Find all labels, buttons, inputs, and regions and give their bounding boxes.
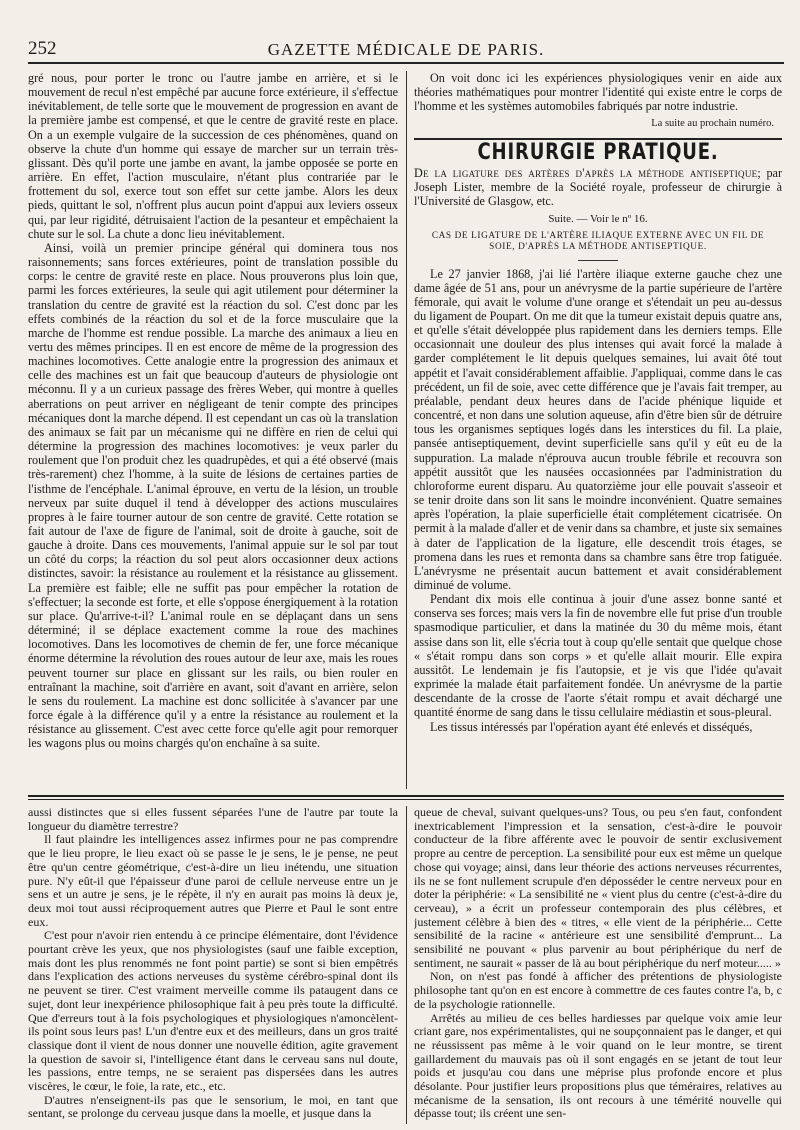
upper-left-column bbox=[28, 71, 398, 789]
feuilleton-divider-thin bbox=[28, 799, 784, 800]
paragraph: Les tissus intéressés par l'opération ayant été enlevés et disséqués, bbox=[430, 719, 753, 734]
paragraph: C'est pour n'avoir rien entendu à ce principe élémentaire, dont l'évidence pourtant crève les yeux, que nos physiologistes (sauf une faible exception, mais dont les plus renommés ne font point partie) se sont si bien empêtrés dans l'explication des actions nerveuses du système cérébro-spinal dont ils ne peuvent se tirer. C'est vraiment merveille comme ils pataugent dans ce sujet, dont leur inexpérience philosophique fait à peu près toute la difficulté. Que d'erreurs tout à la fois psychologiques et physiologiques n'amoncèlent-ils point sous leurs pas! L'un d'entre eux et des meilleurs, dans un gros traité classique dont il vient de nous donner une nouvelle édition, agite gravement la question de savoir si, l'intelligence étant dans le cerveau sans nul doute, les passions, entre temps, ne se seraient pas dispersées dans les autres viscères, le cœur, le foie, la rate, etc., etc. bbox=[28, 928, 398, 1094]
page-header bbox=[28, 36, 784, 64]
paragraph: Pendant dix mois elle continua à jouir d'une assez bonne santé et conserva ses forces; mais vers la fin de novembre elle fut prise d'un trouble spasmodique particulier, et dans la matinée du 30 du même mois, étant assise dans son lit, elle s'écria tout à coup qu'elle sentait que quelque chose « s'était rompu dans son corps » et qu'elle allait mourir. Elle expira aussitôt. Le lendemain je fis l'autopsie, et je vis que l'idée qu'avait exprimée la malade était parfaitement fondée. Un anévrysme de la partie descendante de la crosse de l'aorte s'était rompu et avait déchargé une quantité énorme de sang dans le tissu cellulaire médiastin et sous-pleural. bbox=[414, 592, 782, 720]
paragraph: Non, on n'est pas fondé à afficher des prétentions de physiologiste philosophe tant qu'on en est encore à commettre de ces fautes contre l'a, b, c de la psychologie rationnelle. bbox=[414, 969, 782, 1011]
lower-left-column bbox=[28, 806, 398, 1126]
upper-right-column bbox=[414, 71, 782, 789]
article-title-main: De la ligature des artères d'après la méthode antiseptique; bbox=[414, 165, 762, 180]
case-title: CAS DE LIGATURE DE L'ARTÈRE ILIAQUE EXTERNE AVEC UN FIL DE SOIE, D'APRÈS LA MÉTHODE ANTISEPTIQUE. bbox=[431, 230, 765, 253]
paragraph: Le 27 janvier 1868, j'ai lié l'artère iliaque externe gauche chez une dame âgée de 51 ans, pour un anévrysme de la partie supérieure de l'artère fémorale, qui avait le volume d'une orange et s'étendait un peu au-dessus du ligament de Poupart. On me dit que la tumeur existait depuis quatre ans, et qu'elle s'était développée plus rapidement dans les derniers temps. Elle occasionnait une douleur des plus intenses qui avait forcé la malade à garder complétement le lit depuis quelques semaines, lui avait ôté tout appétit et l'avait considérablement affaiblie. J'appliquai, comme dans le cas précédent, un fil de soie, avec cette différence que je l'avais fait tremper, au préalable, pendant deux heures dans de l'acide phénique liquide et concentré, et non dans une solution aqueuse, afin d'être bien sûr de détruire tous les organismes septiques logés dans les interstices du fil. La plaie, pansée antiseptiquement, devint superficielle sans qu'il y eût eu de la suppuration. La malade n'éprouva aucun trouble fébrile et recouvra son appétit aussitôt que les nausées occasionnées par l'administration du chloroforme eurent disparu. Au quatorzième jour elle pouvait s'asseoir et se tenir droite dans son lit sans le moindre inconvénient. Quatre semaines après l'opération, la plaie superficielle était complétement cicatrisée. On permit à la malade d'aller et de venir dans sa chambre, et juste six semaines à dater de l'application de la ligature, elle descendit trois étages, se promena dans les rues et remonta dans sa chambre sans être trop fatiguée. L'anévrysme ne présentait aucun battement et avait considérablement diminué de volume. bbox=[414, 266, 782, 592]
page-number: 252 bbox=[28, 38, 57, 59]
paragraph: D'autres n'enseignent-ils pas que le sensorium, le moi, en tant que sentant, se prolonge du cerveau jusque dans la moelle, et jusque dans la bbox=[28, 1092, 398, 1121]
article-title-author: par Joseph Lister, membre de la Société royale, professeur de chirurgie à l'Université de Glasgow, etc. bbox=[414, 165, 782, 209]
section-title: CHIRURGIE PRATIQUE. bbox=[477, 139, 719, 165]
paragraph: On voit donc ici les expériences physiologiques venir en aide aux théories mathématiques pour montrer l'identité qui existe entre le corps de l'homme et les systèmes automobiles fabriqués par notre industrie. bbox=[414, 71, 782, 114]
lower-right-column bbox=[414, 806, 782, 1126]
paragraph: Arrêtés au milieu de ces belles hardiesses par quelque voix amie leur criant gare, nos expérimentalistes, qui ne soupçonnaient pas le danger, et qui ne réussissent pas même à le voir quand on le leur montre, se tirent gaillardement du mauvais pas où il sont engagés en se jetant de tout leur poids et jusqu'au cou dans une méprise plus profonde encore et plus désolante. Pour justifier leurs propositions plus que téméraires, relatives au mécanisme de la sensation, ils ont recours à une témérité nouvelle qui dépasse tout; ils créent une sen- bbox=[414, 1010, 782, 1121]
article-title bbox=[414, 166, 782, 209]
paragraph: aussi distinctes que si elles fussent séparées l'une de l'autre par toute la longueur du diamètre terrestre? bbox=[28, 806, 398, 833]
paragraph: gré nous, pour porter le tronc ou l'autre jambe en arrière, et si le mouvement de recul n'est empêché par aucune force extérieure, il s'effectue inévitablement, de telle sorte que le mouvement de progression en avant de la première jambe est compensé, et que le centre de gravité reste en place. On a un exemple vulgaire de la succession de ces phénomènes, quand on observe la chute d'un homme qui essaye de marcher sur un terrain très-glissant. Dès qu'il porte une jambe en avant, la jambe opposée se porte en arrière. En effet, l'action musculaire, n'étant plus contrariée par le frottement du sol, exerce tout son effet sur cette jambe. Alors les deux pieds, quittant le sol, n'offrent plus aucun point d'appui aux leviers osseux qui, par leur rigidité, détruisaient l'action de la pesanteur et empêchaient la chute sur le sol. La chute a donc lieu inévitablement. bbox=[28, 71, 398, 241]
column-divider-lower bbox=[406, 806, 407, 1124]
small-divider bbox=[578, 260, 618, 261]
feuilleton-divider bbox=[28, 795, 784, 797]
continue-note: La suite au prochain numéro. bbox=[651, 118, 774, 130]
paragraph: queue de cheval, suivant quelques-uns? Tous, ou peu s'en faut, confondent inextricablement l'impression et la sensation, c'est-à-dire le pouvoir conducteur de la fibre afférente avec le pouvoir de sentir exclusivement propre au centre de perception. La sensibilité pour eux est même un quelque chose qui voyage; ainsi, dans leur théorie des actions nerveuses récurrentes, ils ne se font nullement scrupule d'en déposséder le centre nerveux pour en doter la périphérie: « La sensibilité ne « vient plus du centre (c'est-à-dire du cerveau), » a écrit un professeur contemporain des plus célèbres, et justement célèbre à bien des « titres, « elle vient de la périphérie... Cette sensibilité de la racine « antérieure est une sensibilité d'emprunt... La sensibilité ne pouvant « plus parvenir au bout périphérique du nerf de sentiment, ne saurait « passer de là au bout périphérique du nerf moteur..... » bbox=[414, 806, 782, 970]
suite-note: Suite. — Voir le nº 16. bbox=[548, 213, 648, 226]
paragraph: Il faut plaindre les intelligences assez infirmes pour ne pas comprendre que le lieu propre, le lieu exact où se passe le je sens, le je pense, ne peut être qu'un centre géométrique, c'est-à-dire un lieu inétendu, une situation pure. N'y eût-il que l'épaisseur d'une paroi de cellule nerveuse entre un je sens et un autre je sens, je le répète, il n'y en aurait pas moins là deux je, deux moi tout aussi réciproquement autres que Pierre et Paul le sont entre eux. bbox=[28, 832, 398, 929]
column-divider-upper bbox=[406, 71, 407, 789]
paragraph: Ainsi, voilà un premier principe général qui dominera tous nos raisonnements; sans forces extérieures, point de translation possible du corps: le centre de gravité reste en place. Nous prouverons plus loin que, parmi les forces extérieures, la seule qui agit utilement pour déterminer la translation du centre de gravité est la réaction du sol. C'est donc par les effets combinés de la réaction du sol et de la force musculaire que la marche de l'homme est rendue possible. La marche des animaux a lieu en vertu des mêmes principes. Il en est encore de même de la progression des machines locomotives. Cette analogie entre la progression des animaux et celle des machines est un fait que beaucoup d'auteurs de physiologie ont méconnu. Il y a un curieux passage des frères Weber, qui montre à quelles aberrations on peut arriver en négligeant de tenir compte des principes mécaniques dont la marche dépend. Il est cependant un cas où la translation des animaux se fait par un mécanisme qui ne diffère en rien de celui qui détermine la progression des machines locomotives: je veux parler du roulement que l'on produit chez les quadrupèdes, et qui a été observé (mais très-rarement) chez l'homme, à la suite de lésions de certaines parties de l'isthme de l'encéphale. L'animal éprouve, en vertu de la lésion, un trouble nerveux par suite duquel il tend à développer des actions musculaires propres à le faire tourner autour de son centre de gravité. Cette rotation se fait autour de l'axe de figure de l'animal, soit de droite à gauche, soit de gauche à droite. Dans ces mouvements, l'animal appuie sur le sol par tout un côté du corps; la réaction du sol peut alors occasionner deux actions distinctes, savoir: la résistance au roulement et la résistance au glissement. La première est faible; elle ne suffit pas pour empêcher la rotation de s'effectuer; la seconde est forte, et elle s'oppose énergiquement à la rotation sur place. Qu'arrive-t-il? L'animal roule en se déplaçant dans un sens déterminé; il se déplace exactement comme la roue des machines locomotives. Dans les locomotives de chemin de fer, une force mécanique énorme détermine la révolution des roues autour de leur axe, mais les roues peuvent tourner sur place en glissant sur les rails, ou bien rouler en entraînant la machine, soit d'arrière en avant, soit d'avant en arrière, selon le sens du roulement. La machine est donc sollicitée à s'avancer par une force égale à la différence qu'il y a entre la résistance au roulement et la résistance au glissement. C'est avec cette force qu'elle agit pour remorquer les wagons plus ou moins chargés qu'on enchaîne à sa suite. bbox=[28, 240, 398, 751]
journal-title: GAZETTE MÉDICALE DE PARIS. bbox=[267, 40, 545, 59]
